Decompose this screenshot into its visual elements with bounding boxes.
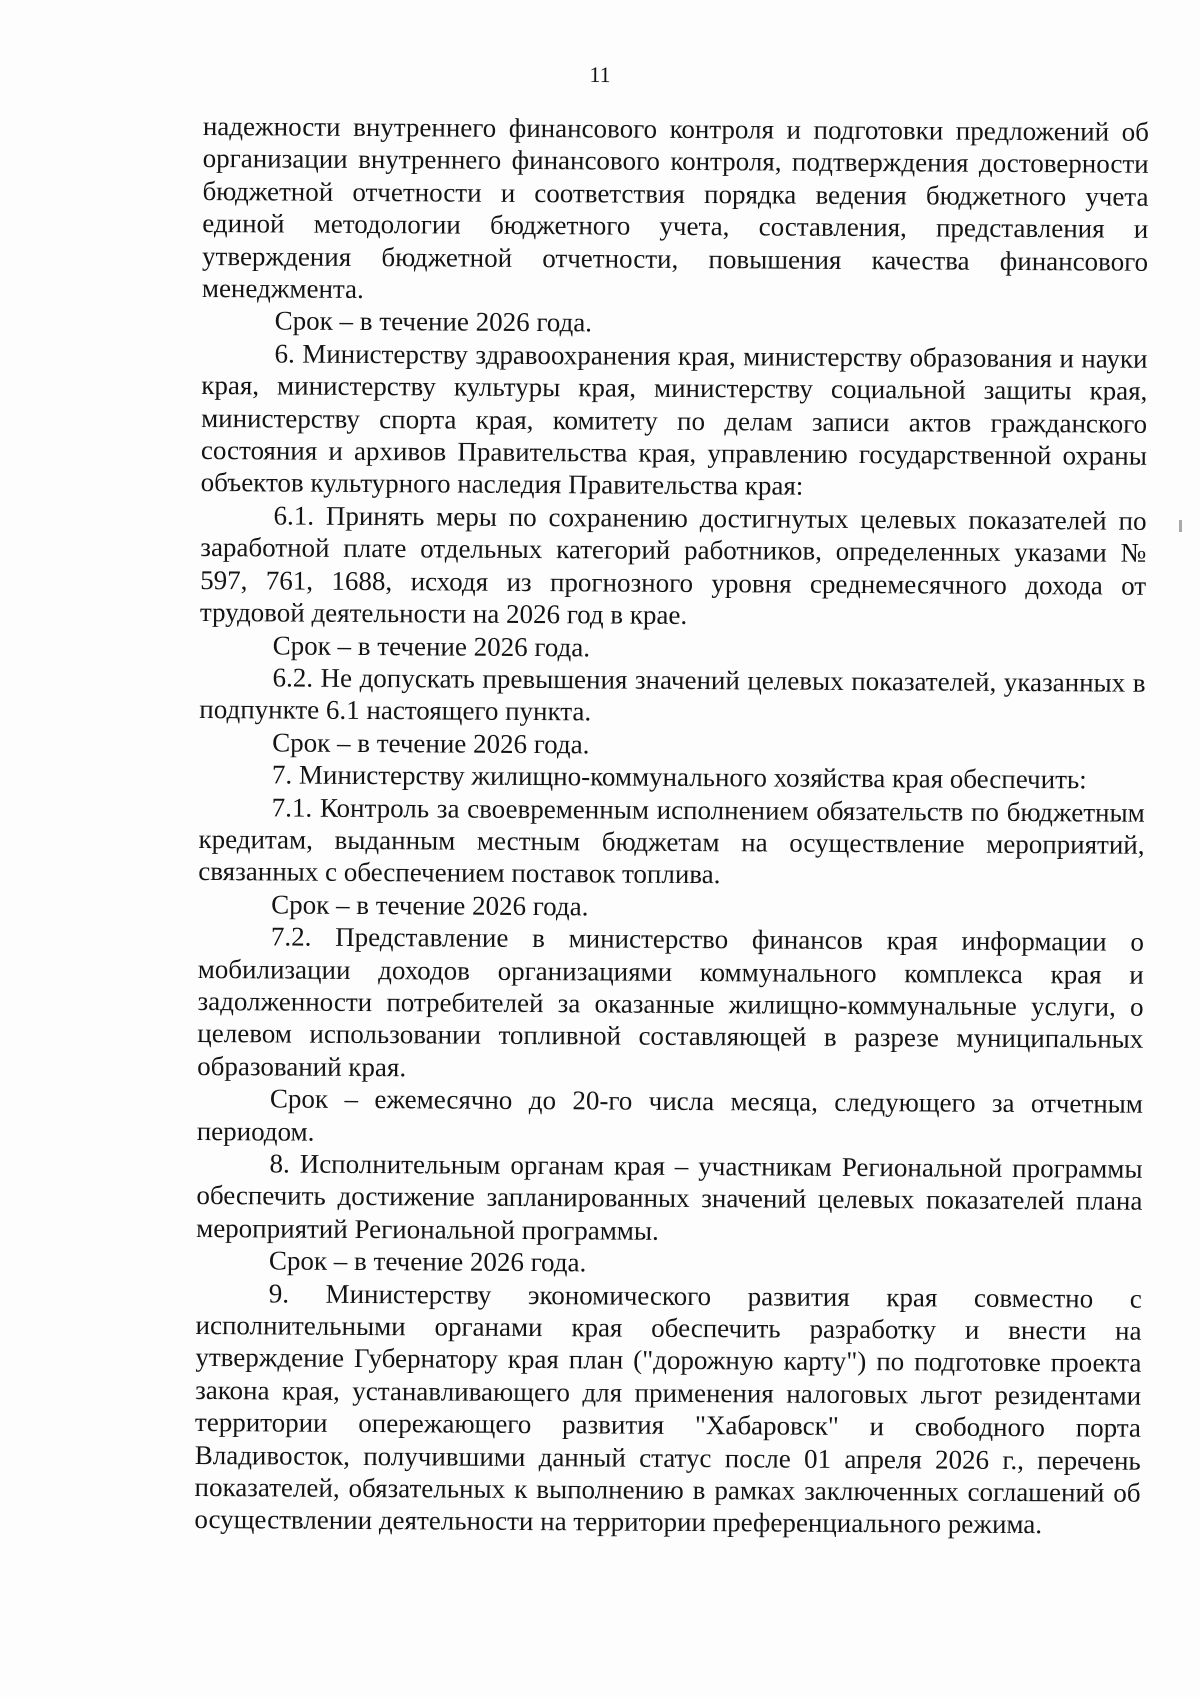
- page-number: 11: [589, 61, 611, 88]
- paragraph-continuation: надежности внутреннего финансового контроля и подготовки предложений об организации внутреннего финансового контроля, подтверждения достоверности бюджетной отчетности и соответствия порядка ведения бюджетного учета единой методологии бюджетного учета, составления, представления и утверждения бюджетной отчетности, повышения качества финансового менеджмента.: [201, 110, 1149, 305]
- paragraph-item-7-2: 7.2. Представление в министерство финансов края информации о мобилизации доходов организациями коммунального комплекса края и задолженности потребителей за оказанные жилищно-коммунальные услуги, о целевом использовании топливной составляющей в разрезе муниципальных образований края.: [197, 921, 1145, 1083]
- paragraph-item-7: 7. Министерству жилищно-коммунального хозяйства края обеспечить:: [271, 759, 1087, 795]
- deadline-text: Срок – в течение 2026 года.: [274, 305, 593, 338]
- paragraph-item-6: 6. Министерству здравоохранения края, министерству образования и науки края, министерству культуры края, министерству социальной защиты края, министерству спорта края, комитету по делам записи актов гражданского состояния и архивов Правительства края, управлению государственной охраны объектов культурного наследия Правительства края:: [200, 338, 1148, 502]
- paragraph-item-6-1: 6.1. Принять меры по сохранению достигнутых целевых показателей по заработной плате отдельных категорий работников, определенных указами № 597, 761, 1688, исходя из прогнозного уровня среднемесячного дохода от трудовой деятельности на 2026 год в крае.: [199, 500, 1147, 631]
- deadline-text: Срок – в течение 2026 года.: [272, 727, 590, 760]
- paragraph-item-9: 9. Министерству экономического развития края совместно с исполнительными органами края обеспечить разработку и внести на утверждение Губернатору края план ("дорожную карту") по подготовке проекта закона края, устанавливающего для применения налоговых льгот резидентами территории опережающего развития "Хабаровск" и свободного порта Владивосток, получившими данный статус после 01 апреля 2026 г., перечень показателей, обязательных к выполнению в рамках заключенных соглашений об осуществлении деятельности на территории преференциального режима.: [194, 1278, 1142, 1540]
- paragraph-item-6-2: 6.2. Не допускать превышения значений целевых показателей, указанных в подпункте 6.1 настоящего пункта.: [199, 662, 1146, 727]
- deadline-text: Срок – в течение 2026 года.: [268, 1245, 587, 1278]
- document-body: [194, 110, 1149, 1542]
- deadline-text: Срок – в течение 2026 года.: [271, 889, 589, 922]
- scan-margin-mark: [1179, 520, 1182, 532]
- deadline-text: Срок – ежемесячно до 20-го числа месяца, следующего за отчетным периодом.: [196, 1083, 1144, 1147]
- paragraph-item-7-1: 7.1. Контроль за своевременным исполнением обязательств по бюджетным кредитам, выданным местным бюджетам на осуществление мероприятий, связанных с обеспечением поставок топлива.: [198, 791, 1145, 890]
- deadline-text: Срок – в течение 2026 года.: [272, 629, 591, 662]
- paragraph-item-8: 8. Исполнительным органам края – участникам Региональной программы обеспечить достижение запланированных значений целевых показателей плана мероприятий Региональной программы.: [196, 1148, 1143, 1246]
